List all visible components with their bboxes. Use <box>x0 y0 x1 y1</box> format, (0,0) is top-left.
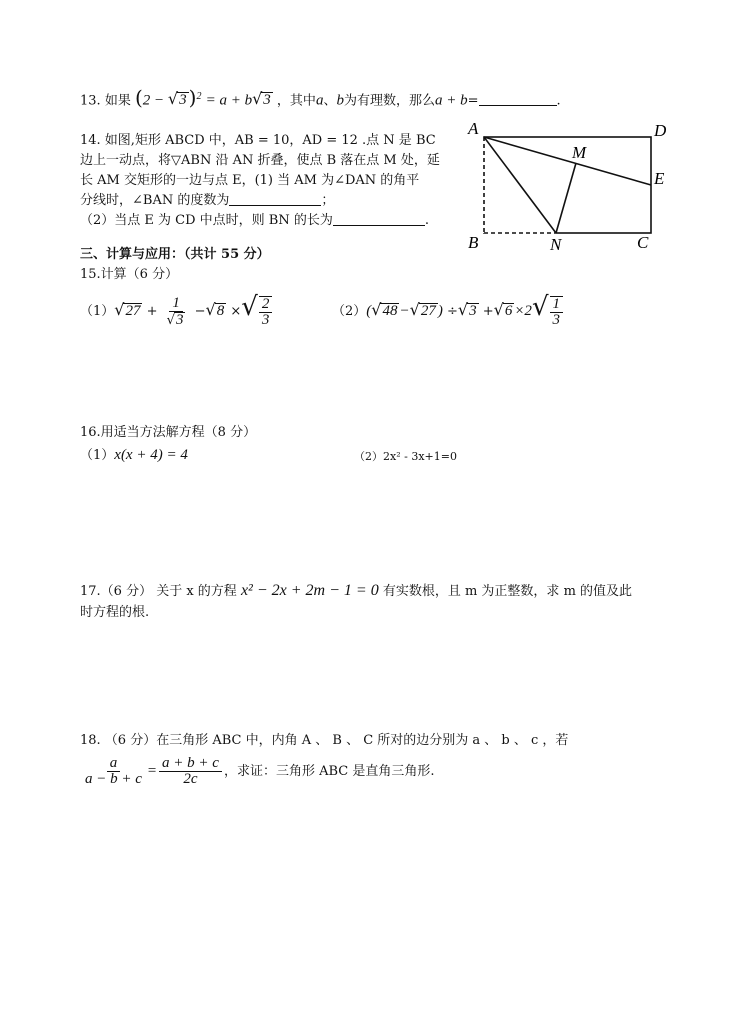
q14-line-4-end: ； <box>321 193 335 208</box>
q18-line-1: 18. （6 分）在三角形 ABC 中，内角 A 、 B 、 C 所对的边分别为 a 、 b 、 c ，若 <box>80 733 569 748</box>
q16-title: 16.用适当方法解方程（8 分） <box>80 425 257 440</box>
q14-figure <box>462 116 682 256</box>
q15-p1-r2: 8 <box>216 303 225 319</box>
q17-line-1 <box>80 582 632 601</box>
q15-p2-minus: − <box>399 303 410 319</box>
q13-end: . <box>556 93 561 109</box>
q18-f1-den: a − b + c <box>85 771 142 787</box>
sqrt-icon: √ <box>409 300 420 319</box>
q16-part1 <box>80 446 188 465</box>
sqrt-icon: √ <box>371 300 382 319</box>
q15-title: 15.计算（6 分） <box>80 267 179 282</box>
q15-p1-label: （1） <box>80 304 115 319</box>
q15-p2-r5-den: 3 <box>552 311 561 328</box>
sqrt-icon: √ <box>205 300 216 319</box>
q15-p2-times2: ×2 <box>514 303 532 319</box>
q18-fraction-2 <box>159 756 222 787</box>
sqrt-icon: √ <box>166 312 175 328</box>
sqrt-icon: √ <box>167 89 179 109</box>
q15-p2-r1: 48 <box>382 303 398 319</box>
q15-p1-f-den: 3 <box>175 311 184 328</box>
figure-label-B: B <box>468 233 479 252</box>
q14-line-2: 边上一动点，将▽ABN 沿 AN 折叠，使点 B 落在点 M 处，延 <box>80 153 440 168</box>
sqrt-icon: √ <box>531 292 549 322</box>
q15-p1-r3-den: 3 <box>261 311 270 328</box>
q15-p1-rad-fraction <box>259 296 273 328</box>
q15-p2-close: ) <box>437 303 443 319</box>
q18-eq: = <box>146 763 158 779</box>
q13-answer-blank[interactable] <box>479 93 557 106</box>
q15-p2-r3: 3 <box>469 303 477 319</box>
q13-text-before: 如果 <box>104 93 131 109</box>
q15-p2-plus: + <box>482 304 494 319</box>
q17-line-2: 时方程的根. <box>80 605 150 620</box>
figure-line-MN <box>556 163 576 233</box>
figure-label-E: E <box>654 169 665 188</box>
q14-line-5-end: . <box>424 213 429 228</box>
q13-var-b: b <box>336 92 344 109</box>
q14-line-5-text: （2）当点 E 为 CD 中点时，则 BN 的长为 <box>80 213 333 228</box>
q18-f1-num: a <box>107 756 121 772</box>
q15-part2 <box>332 290 565 329</box>
figure-label-D: D <box>654 121 667 140</box>
q16-part2 <box>354 448 457 466</box>
section3-title: 三、计算与应用：（共计 55 分） <box>80 247 270 262</box>
q18-f2-num: a + b + c <box>159 756 222 772</box>
q15-p2-r5-num: 1 <box>550 297 564 313</box>
q15-part1 <box>80 290 274 329</box>
q13-close-paren: ) <box>188 85 197 110</box>
q15-p1-plus: + <box>146 304 158 319</box>
q15-p1-r3-num: 2 <box>259 297 273 313</box>
figure-label-M: M <box>572 143 587 162</box>
q15-p1-r1: 27 <box>125 303 141 319</box>
q16-p1-label: （1） <box>80 448 115 463</box>
q13-eq-end: = <box>467 93 479 109</box>
q18-fraction-1 <box>82 756 145 787</box>
sqrt-icon: √ <box>252 89 263 109</box>
q17-line-1-b: 有实数根，且 m 为正整数，求 m 的值及此 <box>382 584 633 599</box>
figure-label-C: C <box>637 233 649 252</box>
sqrt-icon: √ <box>493 300 504 319</box>
q15-p2-label: （2） <box>332 304 367 319</box>
figure-label-N: N <box>550 235 562 254</box>
q14-answer2-blank[interactable] <box>333 213 425 226</box>
sqrt-icon: √ <box>114 300 125 319</box>
figure-rect-top-right <box>484 137 651 233</box>
q13-number: 13. <box>80 93 101 109</box>
q13-var-a: a <box>315 92 324 109</box>
figure-line-AN <box>484 137 556 233</box>
q15-p1-minus: − <box>194 304 206 319</box>
q15-p2-r4: 6 <box>504 303 513 319</box>
q15-p1-fraction <box>164 296 189 328</box>
figure-line-AE <box>484 137 651 185</box>
q15-p1-f-num: 1 <box>169 296 183 312</box>
q17-equation: x² − 2x + 2m − 1 = 0 <box>240 582 379 599</box>
q14-line-1: 14. 如图,矩形 ABCD 中，AB = 10，AD = 12 .点 N 是 BC <box>80 133 436 148</box>
q17-line-1-a: 17.（6 分） 关于 x 的方程 <box>80 584 237 599</box>
q14-line-5 <box>80 212 429 230</box>
q18-line-2-tail: ，求证：三角形 ABC 是直角三角形. <box>223 764 435 779</box>
sqrt-icon: √ <box>457 300 469 319</box>
q15-p2-div: ÷ <box>446 304 458 319</box>
q15-p2-open: ( <box>366 303 372 319</box>
q14-line-3: 长 AM 交矩形的一边与点 E，(1) 当 AM 为∠DAN 的角平 <box>80 173 420 188</box>
q14-line-4-text: 分线时，∠BAN 的度数为 <box>80 193 230 208</box>
q13-expr: a + b <box>434 92 468 109</box>
figure-label-A: A <box>468 119 479 138</box>
q18-f2-den: 2c <box>183 771 198 787</box>
q16-p2-label: （2） <box>354 450 383 463</box>
q13-text-after: 为有理数，那么 <box>343 93 435 109</box>
q16-p2-eq: 2x² - 3x+1=0 <box>383 450 457 463</box>
sqrt-icon: √ <box>241 292 258 322</box>
q13-base: 2 − <box>142 92 168 109</box>
q13-sep: 、 <box>323 93 337 109</box>
q15-p2-rad-fraction <box>550 296 564 328</box>
q13-exponent: 2 <box>196 91 202 102</box>
q14-line-4 <box>80 192 334 210</box>
q15-p1-times: × <box>230 304 242 319</box>
q13-radicand: 3 <box>179 92 187 109</box>
q18-line-2 <box>80 754 434 789</box>
q13-open-paren: ( <box>134 85 143 110</box>
q16-p1-eq: x(x + 4) = 4 <box>114 447 188 463</box>
q13-rhs: = a + b <box>205 92 253 109</box>
q13-line <box>80 85 561 110</box>
q14-answer1-blank[interactable] <box>229 193 321 206</box>
q13-text-mid: ，其中 <box>276 93 316 109</box>
q13-rhs-radicand: 3 <box>263 92 271 109</box>
q15-p2-r2: 27 <box>420 303 436 319</box>
